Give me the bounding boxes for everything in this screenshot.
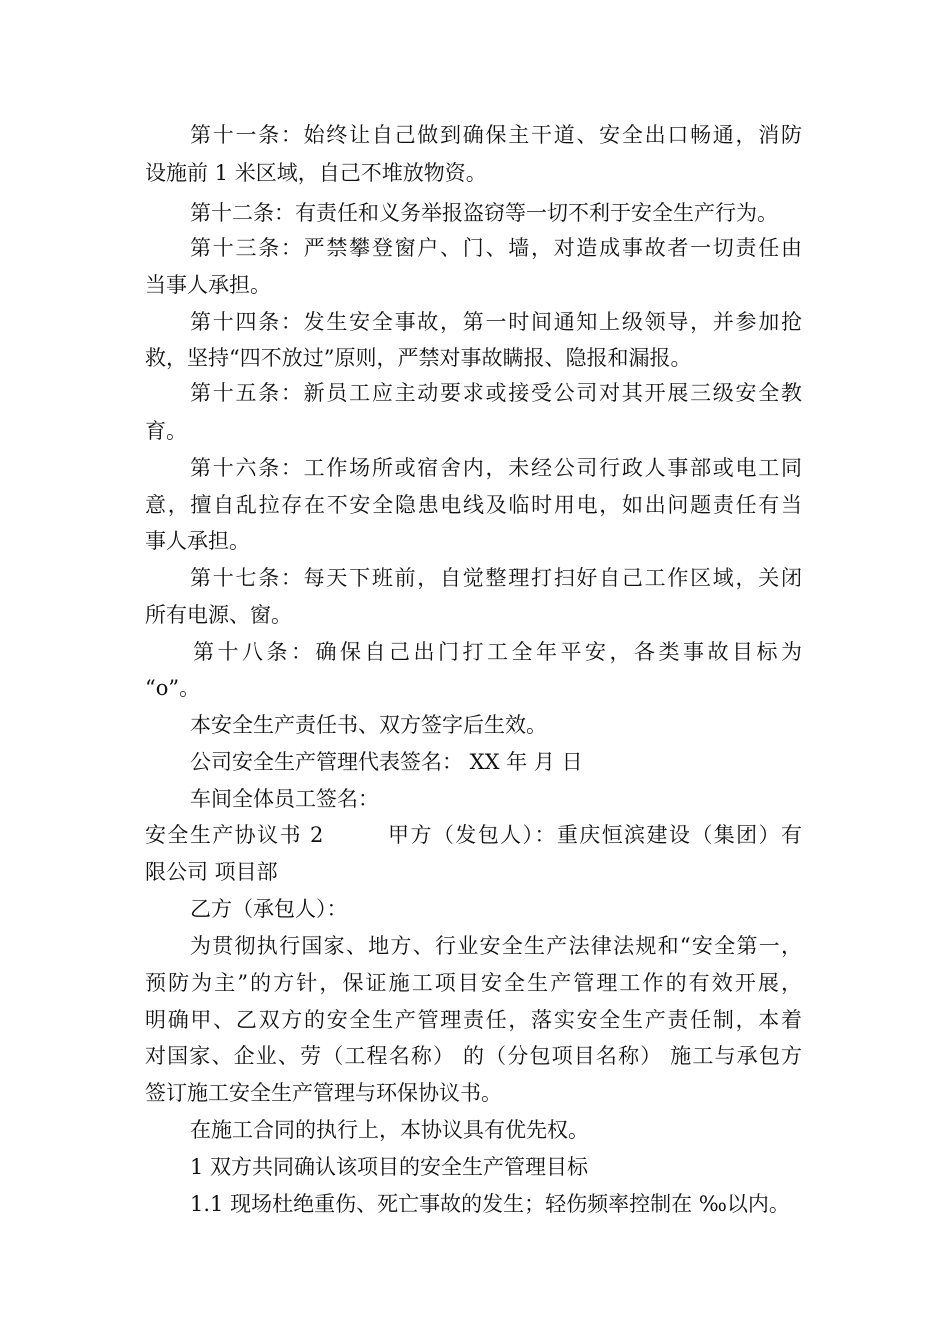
article-15-line-2: 育。 (145, 419, 187, 443)
article-18-line-2: “o”。 (145, 676, 201, 700)
article-14-line-1: 第十四条：发生安全事故，第一时间通知上级领导，并参加抢 (190, 310, 802, 334)
article-12-line-1: 第十二条：有责任和义务举报盗窃等一切不利于安全生产行为。 (190, 201, 778, 225)
purpose-paragraph-line-2: 预防为主”的方针，保证施工项目安全生产管理工作的有效开展， (145, 971, 802, 995)
purpose-paragraph-line-5: 签订施工安全生产管理与环保协议书。 (145, 1081, 502, 1105)
article-18-line-1: 第十八条：确保自己出门打工全年平安，各类事故目标为 (193, 640, 802, 664)
article-17-line-1: 第十七条：每天下班前，自觉整理打扫好自己工作区域，关闭 (190, 566, 802, 590)
company-signature-line: 公司安全生产管理代表签名： XX 年 月 日 (190, 750, 583, 774)
purpose-paragraph-line-4: 对国家、企业、劳（工程名称） 的（分包项目名称） 施工与承包方 (145, 1044, 802, 1068)
article-15-line-1: 第十五条：新员工应主动要求或接受公司对其开展三级安全教 (190, 381, 802, 405)
staff-signature-line: 车间全体员工签名： (190, 787, 379, 811)
agreement-2-heading-line-2: 限公司 项目部 (145, 860, 278, 884)
party-b-line: 乙方（承包人）： (190, 897, 348, 921)
priority-clause: 在施工合同的执行上，本协议具有优先权。 (190, 1118, 589, 1142)
purpose-paragraph-line-3: 明确甲、乙双方的安全生产管理责任，落实安全生产责任制，本着 (145, 1008, 802, 1032)
article-11-line-2: 设施前 1 米区域，自己不堆放物资。 (145, 161, 487, 185)
article-16-line-2: 意，擅自乱拉存在不安全隐患电线及临时用电，如出问题责任有当 (145, 493, 802, 517)
article-13-line-1: 第十三条：严禁攀登窗户、门、墙，对造成事故者一切责任由 (190, 236, 802, 260)
article-16-line-3: 事人承担。 (145, 529, 250, 553)
agreement-2-heading-line-1: 安全生产协议书 2 甲方（发包人）：重庆恒滨建设（集团）有 (145, 823, 802, 847)
article-14-line-2: 救，坚持“四不放过”原则，严禁对事故瞒报、隐报和漏报。 (145, 346, 692, 370)
article-17-line-2: 所有电源、窗。 (145, 603, 292, 627)
section-1-1-text: 1.1 现场杜绝重伤、死亡事故的发生；轻伤频率控制在 ‰以内。 (190, 1192, 790, 1216)
article-13-line-2: 当事人承担。 (145, 273, 271, 297)
article-11-line-1: 第十一条：始终让自己做到确保主干道、安全出口畅通，消防 (190, 123, 802, 147)
effective-clause: 本安全生产责任书、双方签字后生效。 (190, 713, 547, 737)
section-1-heading: 1 双方共同确认该项目的安全生产管理目标 (190, 1155, 589, 1179)
article-16-line-1: 第十六条：工作场所或宿舍内，未经公司行政人事部或电工同 (190, 456, 802, 480)
purpose-paragraph-line-1: 为贯彻执行国家、地方、行业安全生产法律法规和“安全第一， (190, 934, 802, 958)
